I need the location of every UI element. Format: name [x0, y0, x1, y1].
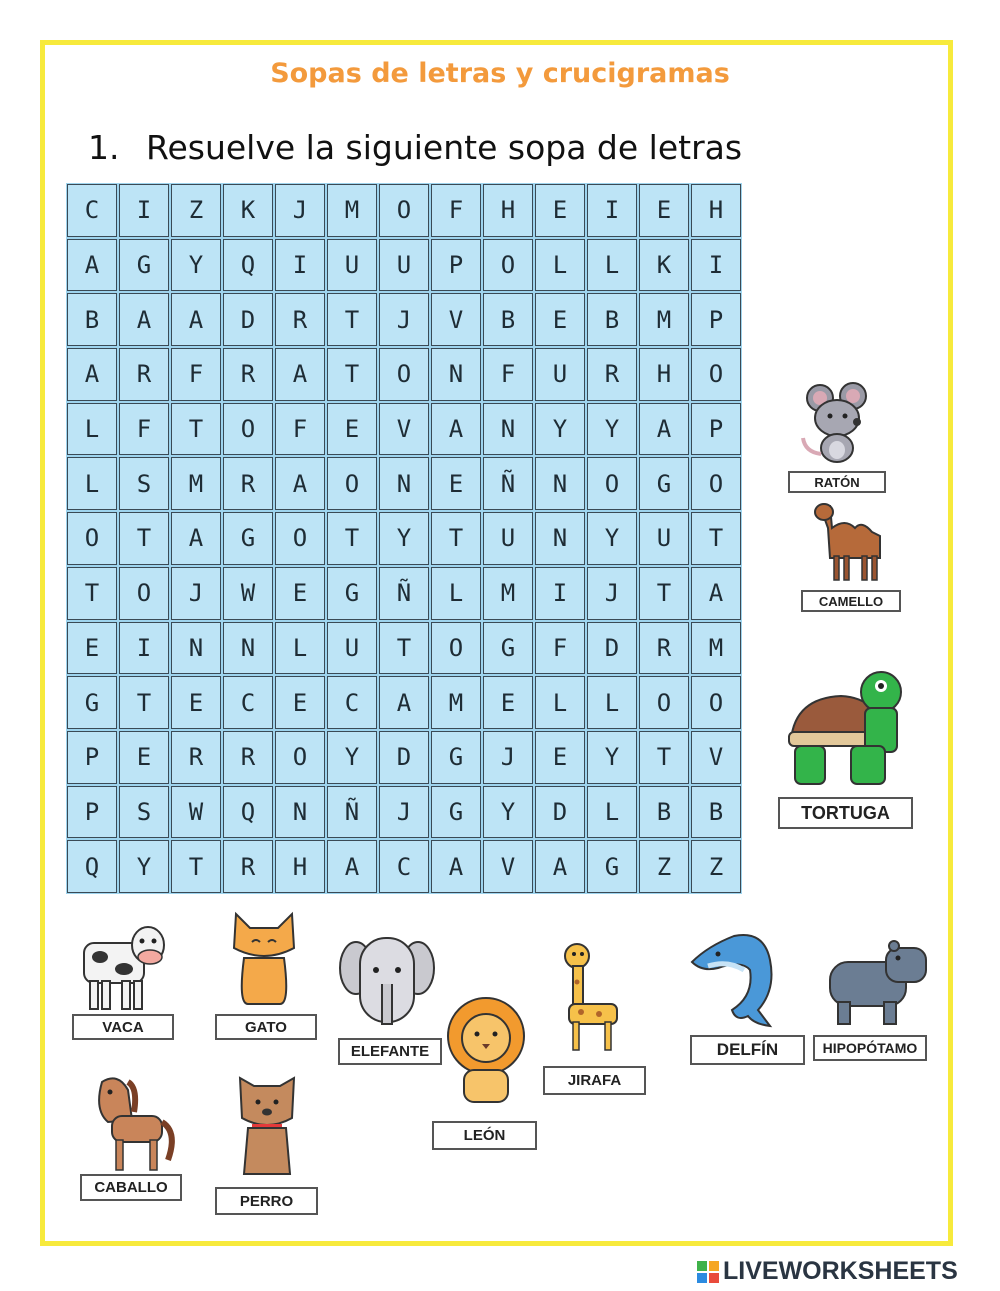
- grid-cell[interactable]: O: [67, 512, 117, 565]
- grid-cell[interactable]: N: [535, 512, 585, 565]
- grid-cell[interactable]: N: [483, 403, 533, 456]
- horse-icon: [88, 1072, 180, 1174]
- grid-cell[interactable]: T: [691, 512, 741, 565]
- grid-cell[interactable]: I: [119, 622, 169, 675]
- grid-cell[interactable]: Q: [223, 786, 273, 839]
- grid-cell[interactable]: R: [275, 293, 325, 346]
- grid-cell[interactable]: T: [379, 622, 429, 675]
- grid-cell[interactable]: R: [223, 457, 273, 510]
- grid-cell[interactable]: E: [275, 676, 325, 729]
- grid-cell[interactable]: N: [171, 622, 221, 675]
- grid-cell[interactable]: N: [379, 457, 429, 510]
- grid-cell[interactable]: Q: [67, 840, 117, 893]
- grid-cell[interactable]: G: [431, 731, 481, 784]
- grid-cell[interactable]: O: [379, 348, 429, 401]
- grid-cell[interactable]: H: [483, 184, 533, 237]
- grid-cell[interactable]: L: [275, 622, 325, 675]
- grid-cell[interactable]: M: [483, 567, 533, 620]
- grid-cell[interactable]: L: [587, 676, 637, 729]
- grid-cell[interactable]: T: [431, 512, 481, 565]
- grid-cell[interactable]: G: [483, 622, 533, 675]
- grid-cell[interactable]: T: [639, 731, 689, 784]
- grid-cell[interactable]: A: [691, 567, 741, 620]
- grid-cell[interactable]: Z: [691, 840, 741, 893]
- grid-cell[interactable]: V: [379, 403, 429, 456]
- label-vaca: VACA: [72, 1014, 174, 1040]
- grid-cell[interactable]: T: [171, 403, 221, 456]
- grid-cell[interactable]: E: [119, 731, 169, 784]
- grid-cell[interactable]: D: [535, 786, 585, 839]
- grid-cell[interactable]: N: [431, 348, 481, 401]
- label-camello: CAMELLO: [801, 590, 901, 612]
- grid-cell[interactable]: A: [431, 840, 481, 893]
- grid-cell[interactable]: Y: [587, 403, 637, 456]
- grid-cell[interactable]: H: [275, 840, 325, 893]
- label-delfin: DELFÍN: [690, 1035, 805, 1065]
- grid-cell[interactable]: B: [483, 293, 533, 346]
- grid-cell[interactable]: P: [67, 731, 117, 784]
- grid-cell[interactable]: F: [535, 622, 585, 675]
- grid-cell[interactable]: O: [483, 239, 533, 292]
- grid-cell[interactable]: Ñ: [379, 567, 429, 620]
- page-title: Sopas de letras y crucigramas: [270, 58, 730, 89]
- grid-cell[interactable]: A: [327, 840, 377, 893]
- grid-cell[interactable]: V: [691, 731, 741, 784]
- grid-cell[interactable]: C: [67, 184, 117, 237]
- grid-cell[interactable]: Y: [587, 512, 637, 565]
- grid-cell[interactable]: Y: [327, 731, 377, 784]
- grid-cell[interactable]: L: [431, 567, 481, 620]
- grid-cell[interactable]: S: [119, 786, 169, 839]
- grid-cell[interactable]: U: [483, 512, 533, 565]
- grid-cell[interactable]: A: [275, 457, 325, 510]
- grid-cell[interactable]: F: [483, 348, 533, 401]
- grid-cell[interactable]: P: [691, 293, 741, 346]
- giraffe-icon: [555, 938, 635, 1054]
- grid-cell[interactable]: B: [639, 786, 689, 839]
- grid-cell[interactable]: T: [119, 676, 169, 729]
- grid-cell[interactable]: F: [431, 184, 481, 237]
- lion-icon: [440, 994, 532, 1106]
- grid-cell[interactable]: N: [275, 786, 325, 839]
- grid-cell[interactable]: N: [535, 457, 585, 510]
- elephant-icon: [338, 928, 436, 1028]
- label-hipopotamo: HIPOPÓTAMO: [813, 1035, 927, 1061]
- hippo-icon: [826, 940, 930, 1026]
- grid-cell[interactable]: C: [379, 840, 429, 893]
- grid-cell[interactable]: V: [431, 293, 481, 346]
- grid-cell[interactable]: E: [275, 567, 325, 620]
- grid-cell[interactable]: A: [67, 348, 117, 401]
- grid-cell[interactable]: A: [535, 840, 585, 893]
- grid-cell[interactable]: O: [691, 348, 741, 401]
- cow-icon: [78, 915, 170, 1013]
- watermark-text: LIVEWORKSHEETS: [723, 1257, 958, 1285]
- grid-cell[interactable]: I: [535, 567, 585, 620]
- grid-cell[interactable]: K: [639, 239, 689, 292]
- grid-cell[interactable]: G: [327, 567, 377, 620]
- grid-cell[interactable]: O: [119, 567, 169, 620]
- grid-cell[interactable]: L: [535, 676, 585, 729]
- grid-cell[interactable]: C: [223, 676, 273, 729]
- grid-cell[interactable]: O: [275, 512, 325, 565]
- grid-cell[interactable]: I: [275, 239, 325, 292]
- grid-cell[interactable]: A: [275, 348, 325, 401]
- grid-cell[interactable]: D: [379, 731, 429, 784]
- grid-cell[interactable]: J: [379, 786, 429, 839]
- grid-cell[interactable]: M: [431, 676, 481, 729]
- dolphin-icon: [688, 926, 788, 1030]
- grid-cell[interactable]: A: [639, 403, 689, 456]
- camel-icon: [800, 498, 895, 584]
- liveworksheets-logo: [697, 1257, 958, 1286]
- grid-cell[interactable]: G: [431, 786, 481, 839]
- grid-cell[interactable]: M: [327, 184, 377, 237]
- label-gato: GATO: [215, 1014, 317, 1040]
- grid-cell[interactable]: T: [171, 840, 221, 893]
- grid-cell[interactable]: O: [691, 676, 741, 729]
- grid-cell[interactable]: U: [639, 512, 689, 565]
- instruction: [88, 128, 742, 167]
- grid-cell[interactable]: Y: [379, 512, 429, 565]
- grid-cell[interactable]: T: [327, 293, 377, 346]
- grid-cell[interactable]: P: [67, 786, 117, 839]
- grid-cell[interactable]: L: [587, 786, 637, 839]
- grid-cell[interactable]: G: [639, 457, 689, 510]
- grid-cell[interactable]: T: [327, 512, 377, 565]
- grid-cell[interactable]: F: [119, 403, 169, 456]
- label-elefante: ELEFANTE: [338, 1038, 442, 1065]
- grid-cell[interactable]: R: [223, 840, 273, 893]
- grid-cell[interactable]: R: [223, 348, 273, 401]
- grid-cell[interactable]: Ñ: [327, 786, 377, 839]
- grid-cell[interactable]: B: [587, 293, 637, 346]
- grid-cell[interactable]: A: [67, 239, 117, 292]
- grid-cell[interactable]: W: [171, 786, 221, 839]
- instruction-number: 1.: [88, 128, 120, 167]
- grid-cell[interactable]: F: [275, 403, 325, 456]
- grid-cell[interactable]: E: [171, 676, 221, 729]
- grid-cell[interactable]: J: [587, 567, 637, 620]
- grid-cell[interactable]: P: [431, 239, 481, 292]
- grid-cell[interactable]: T: [639, 567, 689, 620]
- grid-cell[interactable]: H: [639, 348, 689, 401]
- label-jirafa: JIRAFA: [543, 1066, 646, 1095]
- grid-cell[interactable]: Z: [639, 840, 689, 893]
- grid-cell[interactable]: E: [431, 457, 481, 510]
- word-search-grid: [66, 183, 742, 894]
- grid-cell[interactable]: O: [327, 457, 377, 510]
- grid-cell[interactable]: R: [223, 731, 273, 784]
- grid-cell[interactable]: J: [483, 731, 533, 784]
- grid-cell[interactable]: M: [171, 457, 221, 510]
- grid-cell[interactable]: Y: [483, 786, 533, 839]
- grid-cell[interactable]: J: [171, 567, 221, 620]
- grid-cell[interactable]: O: [431, 622, 481, 675]
- label-leon: LEÓN: [432, 1121, 537, 1150]
- grid-cell[interactable]: O: [691, 457, 741, 510]
- grid-cell[interactable]: E: [67, 622, 117, 675]
- grid-cell[interactable]: T: [119, 512, 169, 565]
- grid-cell[interactable]: P: [691, 403, 741, 456]
- grid-cell[interactable]: O: [379, 184, 429, 237]
- grid-cell[interactable]: G: [67, 676, 117, 729]
- grid-cell[interactable]: T: [67, 567, 117, 620]
- grid-cell[interactable]: O: [587, 457, 637, 510]
- grid-cell[interactable]: D: [587, 622, 637, 675]
- turtle-icon: [785, 670, 913, 788]
- grid-cell[interactable]: L: [535, 239, 585, 292]
- liveworksheets-icon: [697, 1261, 719, 1283]
- grid-cell[interactable]: O: [639, 676, 689, 729]
- grid-cell[interactable]: E: [639, 184, 689, 237]
- grid-cell[interactable]: R: [119, 348, 169, 401]
- grid-cell[interactable]: F: [171, 348, 221, 401]
- grid-cell[interactable]: K: [223, 184, 273, 237]
- grid-cell[interactable]: J: [379, 293, 429, 346]
- grid-cell[interactable]: J: [275, 184, 325, 237]
- grid-cell[interactable]: R: [639, 622, 689, 675]
- label-tortuga: TORTUGA: [778, 797, 913, 829]
- grid-cell[interactable]: A: [171, 293, 221, 346]
- grid-cell[interactable]: E: [535, 731, 585, 784]
- grid-cell[interactable]: O: [223, 403, 273, 456]
- grid-cell[interactable]: Y: [587, 731, 637, 784]
- label-perro: PERRO: [215, 1187, 318, 1215]
- instruction-text: Resuelve la siguiente sopa de letras: [146, 128, 743, 167]
- grid-cell[interactable]: U: [327, 239, 377, 292]
- grid-cell[interactable]: H: [691, 184, 741, 237]
- grid-cell[interactable]: Y: [119, 840, 169, 893]
- label-caballo: CABALLO: [80, 1174, 182, 1201]
- dog-icon: [236, 1072, 298, 1176]
- grid-cell[interactable]: U: [379, 239, 429, 292]
- grid-cell[interactable]: G: [587, 840, 637, 893]
- grid-cell[interactable]: N: [223, 622, 273, 675]
- grid-cell[interactable]: A: [171, 512, 221, 565]
- label-raton: RATÓN: [788, 471, 886, 493]
- grid-cell[interactable]: V: [483, 840, 533, 893]
- grid-cell[interactable]: O: [275, 731, 325, 784]
- grid-cell[interactable]: I: [587, 184, 637, 237]
- grid-cell[interactable]: M: [691, 622, 741, 675]
- grid-cell[interactable]: E: [327, 403, 377, 456]
- grid-cell[interactable]: Ñ: [483, 457, 533, 510]
- grid-cell[interactable]: Z: [171, 184, 221, 237]
- grid-cell[interactable]: B: [67, 293, 117, 346]
- grid-cell[interactable]: R: [587, 348, 637, 401]
- grid-cell[interactable]: T: [327, 348, 377, 401]
- grid-cell[interactable]: L: [67, 403, 117, 456]
- grid-cell[interactable]: W: [223, 567, 273, 620]
- grid-cell[interactable]: R: [171, 731, 221, 784]
- grid-cell[interactable]: L: [67, 457, 117, 510]
- grid-cell[interactable]: U: [327, 622, 377, 675]
- grid-cell[interactable]: E: [535, 293, 585, 346]
- grid-cell[interactable]: Y: [171, 239, 221, 292]
- grid-cell[interactable]: U: [535, 348, 585, 401]
- grid-cell[interactable]: E: [483, 676, 533, 729]
- grid-cell[interactable]: B: [691, 786, 741, 839]
- grid-cell[interactable]: G: [119, 239, 169, 292]
- grid-cell[interactable]: I: [119, 184, 169, 237]
- grid-cell[interactable]: M: [639, 293, 689, 346]
- grid-cell[interactable]: Q: [223, 239, 273, 292]
- grid-cell[interactable]: A: [119, 293, 169, 346]
- grid-cell[interactable]: A: [379, 676, 429, 729]
- grid-cell[interactable]: C: [327, 676, 377, 729]
- mouse-icon: [795, 380, 885, 470]
- grid-cell[interactable]: D: [223, 293, 273, 346]
- grid-cell[interactable]: E: [535, 184, 585, 237]
- grid-cell[interactable]: L: [587, 239, 637, 292]
- grid-cell[interactable]: I: [691, 239, 741, 292]
- grid-cell[interactable]: G: [223, 512, 273, 565]
- cat-icon: [228, 906, 300, 1008]
- grid-cell[interactable]: A: [431, 403, 481, 456]
- grid-cell[interactable]: S: [119, 457, 169, 510]
- grid-cell[interactable]: Y: [535, 403, 585, 456]
